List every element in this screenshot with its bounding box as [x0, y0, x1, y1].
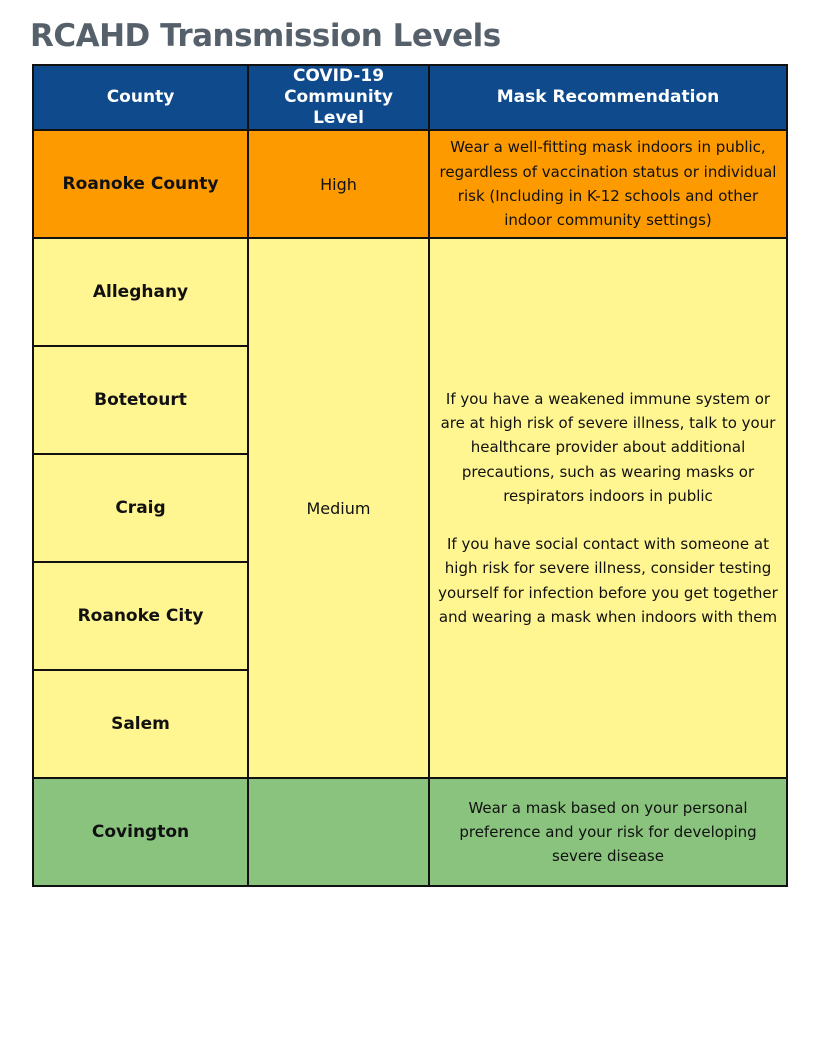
county-cell-roanoke-county: Roanoke County [33, 130, 248, 238]
level-cell-medium: Medium [248, 238, 429, 778]
page-title: RCAHD Transmission Levels [30, 18, 501, 54]
mask-recommendation-column-header: Mask Recommendation [429, 65, 787, 130]
county-cell-botetourt: Botetourt [33, 346, 248, 454]
level-cell-low [248, 778, 429, 886]
county-cell-salem: Salem [33, 670, 248, 778]
recommendation-cell-low: Wear a mask based on your personal preference and your risk for developing severe disease [429, 778, 787, 886]
transmission-levels-table [32, 64, 788, 887]
table-row-low [33, 778, 787, 886]
table-row-high [33, 130, 787, 238]
county-cell-alleghany: Alleghany [33, 238, 248, 346]
county-column-header: County [33, 65, 248, 130]
recommendation-medium-paragraph-1: If you have a weakened immune system or are at high risk of severe illness, talk to your healthcare provider about additional precautions, such as wearing masks or respirators indoors in public [440, 389, 776, 505]
table-row-medium [33, 238, 787, 346]
county-cell-craig: Craig [33, 454, 248, 562]
recommendation-cell-medium [429, 238, 787, 778]
recommendation-medium-paragraph-2: If you have social contact with someone at high risk for severe illness, consider testing yourself for infection before you get together and wearing a mask when indoors with them [438, 535, 778, 627]
level-cell-high: High [248, 130, 429, 238]
table-header-row [33, 65, 787, 130]
recommendation-cell-high: Wear a well-fitting mask indoors in public, regardless of vaccination status or individual risk (Including in K-12 schools and other indoor community settings) [429, 130, 787, 238]
paragraph-spacer [438, 508, 778, 532]
community-level-column-header [248, 65, 429, 130]
community-level-header-line2: Community Level [284, 87, 393, 128]
county-cell-roanoke-city: Roanoke City [33, 562, 248, 670]
community-level-header-line1: COVID-19 [292, 66, 385, 86]
county-cell-covington: Covington [33, 778, 248, 886]
